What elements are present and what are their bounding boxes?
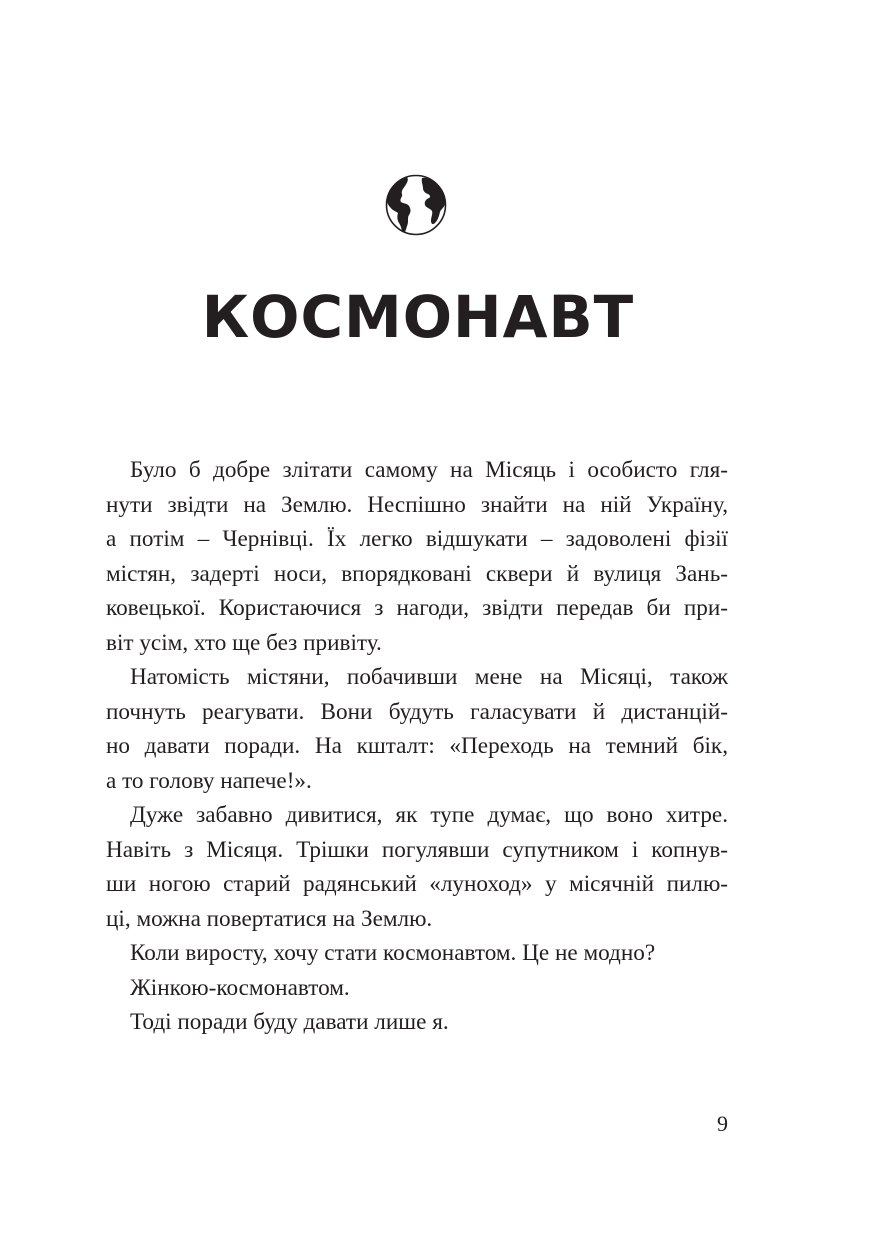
text-line: но давати поради. На кшталт: «Переходь на темний бік,	[106, 733, 728, 759]
text-line: містян, задерті носи, впорядковані сквери й вулиця Зань-	[106, 560, 728, 587]
globe-icon	[385, 174, 447, 236]
text-line: Дуже забавно дивитися, як тупе думає, що воно хитре.	[130, 802, 728, 828]
text-line: ковецької. Користаючися з нагоди, звідти передав би при-	[106, 595, 728, 621]
text-line: а потім – Чернівці. Їх легко відшукати – задоволені фізії	[106, 526, 728, 552]
text-line: Тоді поради буду давати лише я.	[130, 1009, 449, 1035]
text-line: Жінкою-космонавтом.	[130, 974, 350, 1001]
text-line: нути звідти на Землю. Неспішно знайти на ній Україну,	[106, 491, 728, 518]
text-line: а то голову напече!».	[106, 767, 312, 794]
text-line: Коли виросту, хочу стати космонавтом. Це не модно?	[130, 940, 656, 966]
text-line: ці, можна повертатися на Землю.	[106, 905, 433, 932]
text-line: Навіть з Місяця. Трішки погулявши супутником і копнув-	[106, 836, 728, 863]
text-line: Було б добре злітати самому на Місяць і особисто гля-	[130, 457, 728, 483]
text-line: віт усім, хто ще без привіту.	[106, 629, 382, 656]
text-line: ши ногою старий радянський «луноход» у місячній пилю-	[106, 871, 728, 897]
chapter-body	[106, 453, 728, 1040]
page-number: 9	[717, 1111, 728, 1136]
chapter-title: КОСМОНАВТ	[201, 283, 635, 351]
text-line: Натомість містяни, побачивши мене на Місяці, також	[130, 664, 728, 690]
text-line: почнуть реагувати. Вони будуть галасувати й дистанцій-	[106, 698, 728, 725]
